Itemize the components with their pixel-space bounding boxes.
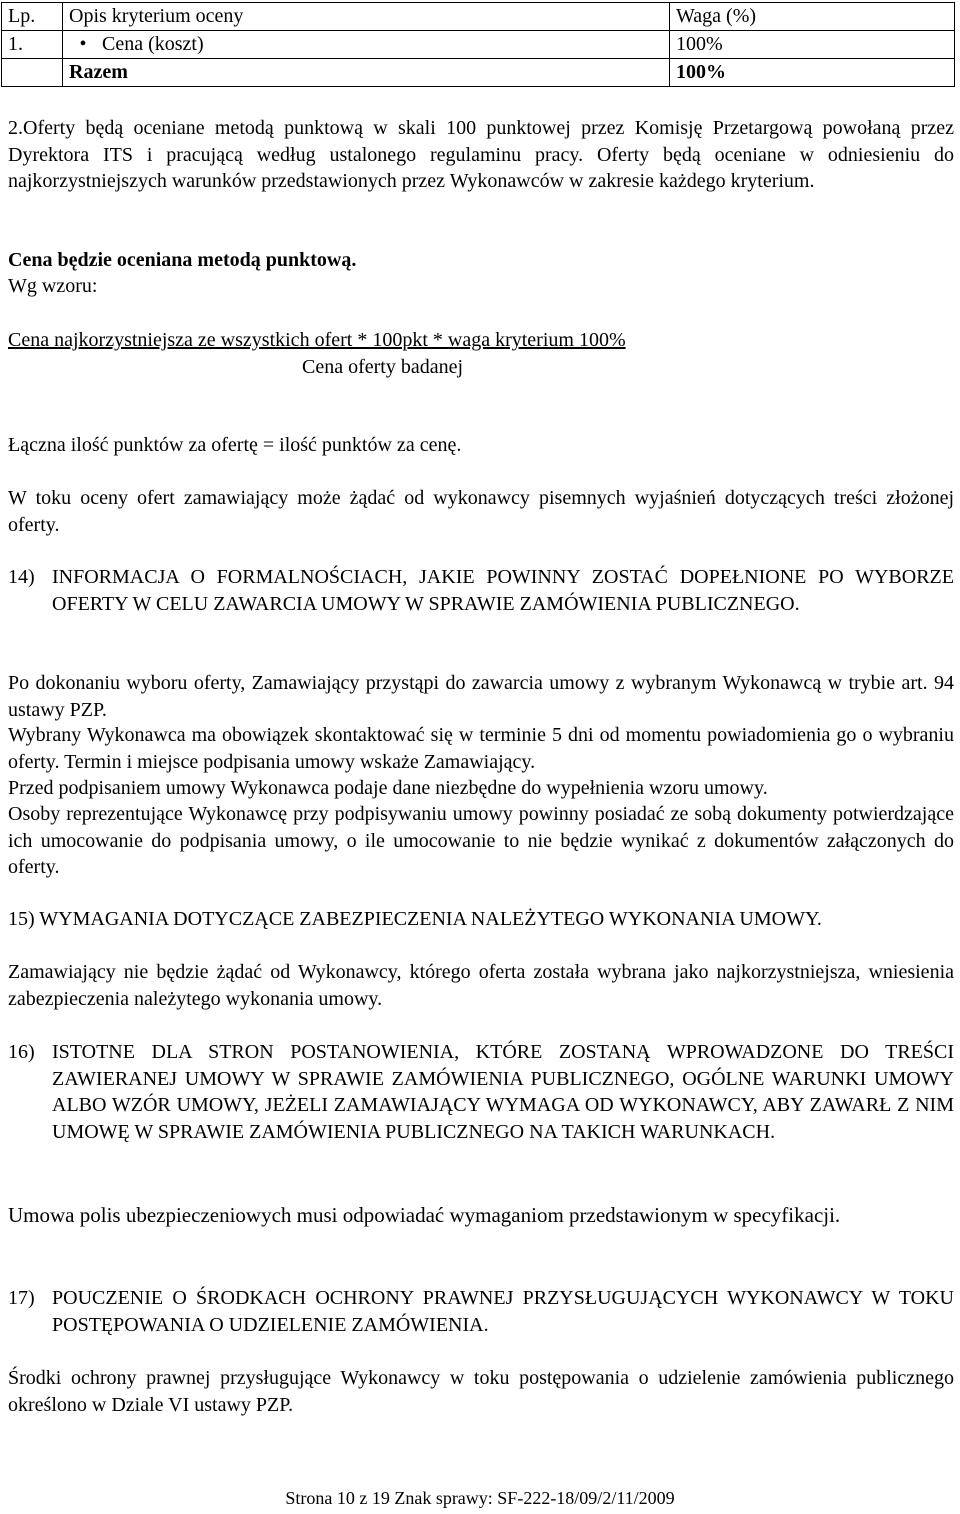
header-opis: Opis kryterium oceny [63, 3, 670, 31]
section-14-para-2: Wybrany Wykonawca ma obowiązek skontaktować się w terminie 5 dni od momentu powiadomienia go o wybraniu oferty. Termin i miejsce podpisania umowy wskaże Zamawiający. [8, 724, 954, 773]
header-lp: Lp. [2, 3, 63, 31]
page-footer: Strona 10 z 19 Znak sprawy: SF-222-18/09/2/11/2009 [285, 1488, 675, 1508]
criteria-table [1, 2, 955, 87]
formula-denominator: Cena oferty badanej [302, 356, 464, 378]
section-14-para-1: Po dokonaniu wyboru oferty, Zamawiający przystąpi do zawarcia umowy z wybranym Wykonawcą w trybie art. 94 ustawy PZP. [8, 672, 954, 721]
formula-numerator: Cena najkorzystniejsza ze wszystkich ofert * 100pkt * waga kryterium 100% [8, 329, 626, 351]
section-15-heading: 15) WYMAGANIA DOTYCZĄCE ZABEZPIECZENIA NALEŻYTEGO WYKONANIA UMOWY. [8, 908, 822, 930]
section-14-number: 14) [8, 566, 35, 588]
total-value: 100% [676, 61, 726, 83]
cell-total-label [63, 59, 670, 87]
section-14-para-3: Przed podpisaniem umowy Wykonawca podaje dane niezbędne do wypełnienia wzoru umowy. [8, 777, 768, 799]
cell-waga: 100% [670, 31, 955, 59]
section-14-para-4: Osoby reprezentujące Wykonawcę przy podpisywaniu umowy powinny posiadać ze sobą dokumenty potwierdzające ich umocowanie do podpisania umowy, o ile umocowanie to nie będzie wynikać z dokumentów załączonych do oferty. [8, 803, 954, 878]
section-17-title: POUCZENIE O ŚRODKACH OCHRONY PRAWNEJ PRZYSŁUGUJĄCYCH WYKONAWCY W TOKU POSTĘPOWANIA O UDZIELENIE ZAMÓWIENIA. [52, 1287, 954, 1336]
section-14-heading [8, 564, 954, 617]
header-waga: Waga (%) [670, 3, 955, 31]
table-row-total [2, 59, 955, 87]
wg-wzoru: Wg wzoru: [8, 275, 98, 297]
laczna-punkty: Łączna ilość punktów za ofertę = ilość punktów za cenę. [8, 434, 462, 456]
section-16-heading [8, 1039, 954, 1145]
section-14-title: INFORMACJA O FORMALNOŚCIACH, JAKIE POWINNY ZOSTAĆ DOPEŁNIONE PO WYBORZE OFERTY W CELU ZAWARCIA UMOWY W SPRAWIE ZAMÓWIENIA PUBLICZNEGO. [52, 566, 954, 615]
section-17-para: Środki ochrony prawnej przysługujące Wykonawcy w toku postępowania o udzielenie zamówienia publicznego określono w Dziale VI ustawy PZP. [8, 1367, 954, 1416]
cena-heading: Cena będzie oceniana metodą punktową. [8, 249, 357, 271]
table-header-row [2, 3, 955, 31]
cell-lp-empty [2, 59, 63, 87]
table-row [2, 31, 955, 59]
cell-total-value [670, 59, 955, 87]
section-17-heading [8, 1285, 954, 1338]
section-17-number: 17) [8, 1287, 35, 1309]
cell-lp: 1. [2, 31, 63, 59]
cell-opis [63, 31, 670, 59]
bullet-icon: • [79, 33, 87, 55]
paragraph-oferty: 2.Oferty będą oceniane metodą punktową w skali 100 punktowej przez Komisję Przetargową powołaną przez Dyrektora ITS i pracującą według ustalonego regulaminu pracy. Oferty będą oceniane w odniesieniu do najkorzystniejszych warunków przedstawionych przez Wykonawców w zakresie każdego kryterium. [8, 117, 954, 192]
section-16-number: 16) [8, 1041, 35, 1063]
cell-opis-text: Cena (koszt) [102, 33, 204, 55]
section-16-para: Umowa polis ubezpieczeniowych musi odpowiadać wymaganiom przedstawionym w specyfikacji. [8, 1203, 841, 1227]
section-15-para: Zamawiający nie będzie żądać od Wykonawcy, którego oferta została wybrana jako najkorzystniejsza, wniesienia zabezpieczenia należytego wykonania umowy. [8, 961, 954, 1010]
paragraph-w-toku: W toku oceny ofert zamawiający może żądać od wykonawcy pisemnych wyjaśnień dotyczących treści złożonej oferty. [8, 487, 954, 536]
total-label: Razem [69, 61, 128, 83]
section-16-title: ISTOTNE DLA STRON POSTANOWIENIA, KTÓRE ZOSTANĄ WPROWADZONE DO TREŚCI ZAWIERANEJ UMOWY W SPRAWIE ZAMÓWIENIA PUBLICZNEGO, OGÓLNE WARUNKI UMOWY ALBO WZÓR UMOWY, JEŻELI ZAMAWIAJĄCY WYMAGA OD WYKONAWCY, ABY ZAWARŁ Z NIM UMOWĘ W SPRAWIE ZAMÓWIENIA PUBLICZNEGO NA TAKICH WARUNKACH. [52, 1041, 954, 1143]
